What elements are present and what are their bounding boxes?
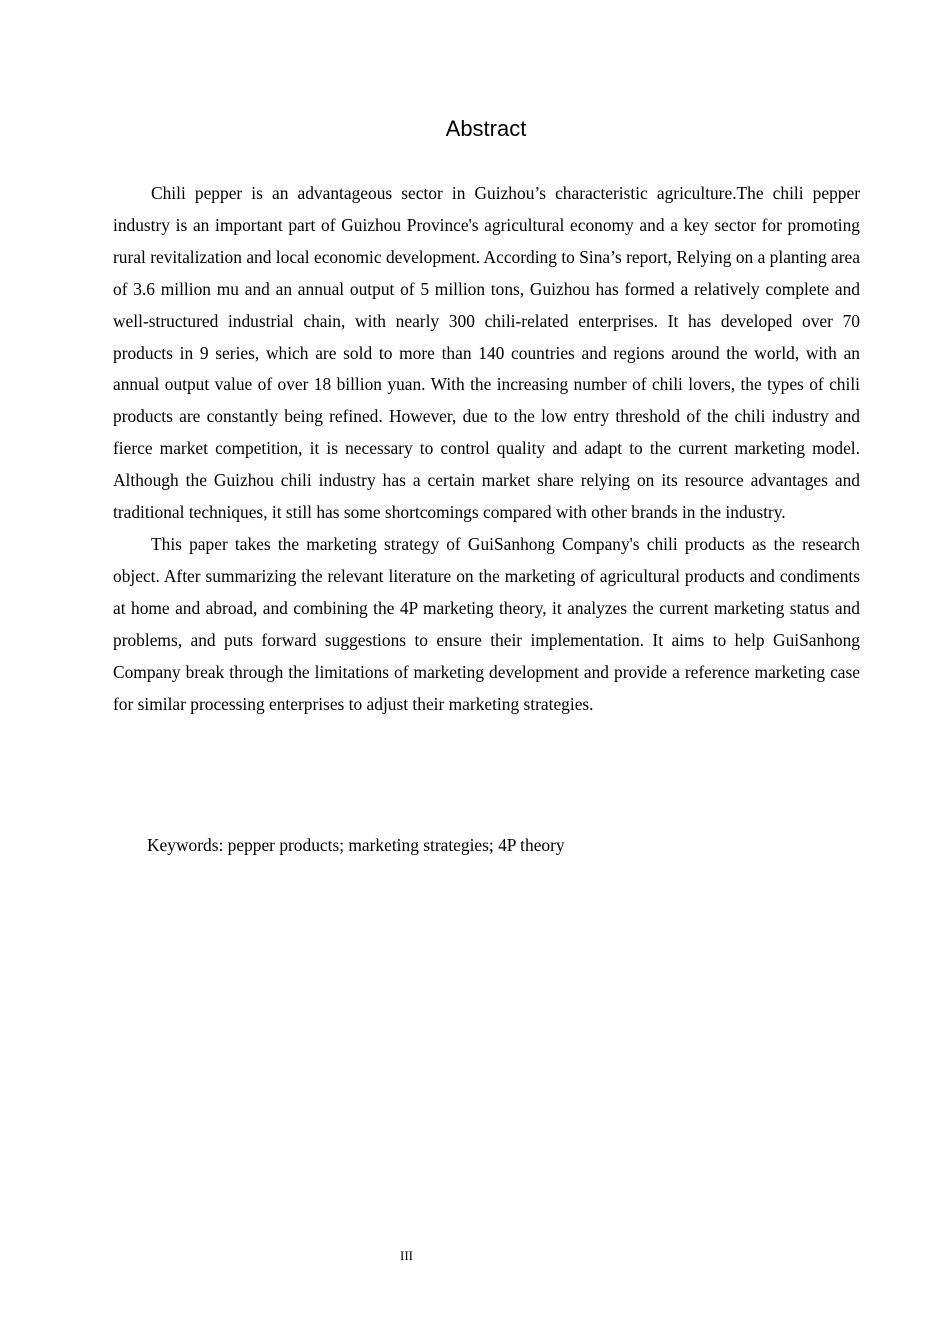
abstract-paragraph-2: This paper takes the marketing strategy of GuiSanhong Company's chili products as the research object. After summarizing the relevant literature on the marketing of agricultural products and condiments at home and abroad, and combining the 4P marketing theory, it analyzes the current marketing status and problems, and puts forward suggestions to ensure their implementation. It aims to help GuiSanhong Company break through the limitations of marketing development and provide a reference marketing case for similar processing enterprises to adjust their marketing strategies. [113,533,860,714]
keywords-line: Keywords: pepper products; marketing strategies; 4P theory [147,835,565,855]
abstract-body [113,178,860,720]
abstract-paragraph-1: Chili pepper is an advantageous sector in Guizhou’s characteristic agriculture.The chili pepper industry is an important part of Guizhou Province's agricultural economy and a key sector for promoting rural revitalization and local economic development. According to Sina’s report, Relying on a planting area of 3.6 million mu and an annual output of 5 million tons, Guizhou has formed a relatively complete and well-structured industrial chain, with nearly 300 chili-related enterprises. It has developed over 70 products in 9 series, which are sold to more than 140 countries and regions around the world, with an annual output value of over 18 billion yuan. With the increasing number of chili lovers, the types of chili products are constantly being refined. However, due to the low entry threshold of the chili industry and fierce market competition, it is necessary to control quality and adapt to the current marketing model. Although the Guizhou chili industry has a certain market share relying on its resource advantages and traditional techniques, it still has some shortcomings compared with other brands in the industry. [113,183,860,523]
page-number: III [400,1248,413,1263]
abstract-title: Abstract [445,116,527,141]
